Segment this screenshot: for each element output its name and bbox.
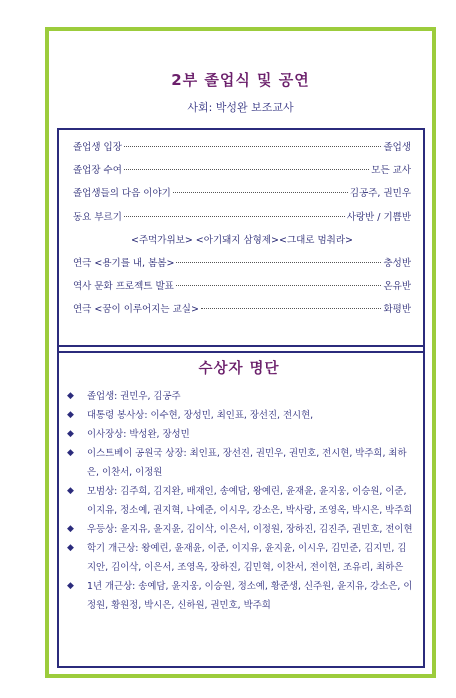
awards-title: 수상자 명단 — [198, 361, 280, 377]
program-row — [73, 210, 411, 233]
award-text: 대통령 봉사상: 이수현, 장성민, 최인표, 장선진, 전시현, — [87, 410, 314, 421]
diamond-bullet-icon: ◆ — [67, 543, 74, 553]
award-entry — [65, 406, 413, 425]
program-item: 졸업장 수여 — [73, 165, 122, 177]
program-performer: 김공주, 권민우 — [349, 188, 411, 200]
program-row — [73, 163, 411, 186]
program-item: 연극 <꿈이 이루어지는 교실> — [73, 304, 199, 316]
dot-leader — [173, 192, 348, 193]
award-entry — [65, 444, 413, 482]
program-row-songs — [73, 233, 411, 256]
diamond-bullet-icon: ◆ — [67, 410, 74, 420]
program-row — [73, 302, 411, 325]
diamond-bullet-icon: ◆ — [67, 391, 74, 401]
program-row — [73, 279, 411, 302]
dot-leader — [201, 308, 382, 309]
program-row — [73, 186, 411, 209]
diamond-bullet-icon: ◆ — [67, 524, 74, 534]
program-performer: 온유반 — [383, 281, 411, 293]
host-line: 사회: 박성완 보조교사 — [187, 101, 294, 114]
diamond-bullet-icon: ◆ — [67, 429, 74, 439]
program-item: 동요 부르기 — [73, 211, 122, 223]
award-text: 1년 개근상: 송예담, 윤지웅, 이승원, 정소예, 황준생, 신주원, 윤지유, 강소은, 이정원, 황원정, 박시은, 신하원, 권민호, 박주희 — [87, 581, 413, 611]
diamond-bullet-icon: ◆ — [67, 486, 74, 496]
program-row — [73, 140, 411, 163]
diamond-bullet-icon: ◆ — [67, 581, 74, 591]
dot-leader — [176, 262, 381, 263]
program-performer: 화평반 — [383, 304, 411, 316]
dot-leader — [124, 216, 345, 217]
program-performer: 졸업생 — [383, 142, 411, 153]
page-title: 2부 졸업식 및 공연 — [171, 71, 310, 89]
dot-leader — [124, 169, 369, 170]
award-entry — [65, 539, 413, 577]
award-entry — [65, 425, 413, 444]
page-frame — [45, 27, 436, 678]
program-performer: 충성반 — [383, 257, 411, 269]
program-performer: 사랑반 / 기쁨반 — [346, 211, 411, 223]
dot-leader — [124, 146, 382, 147]
program-item: 연극 <용기를 내, 봄봄> — [73, 257, 175, 269]
award-entry — [65, 520, 413, 539]
award-text: 이스트베이 공원국 상장: 최인표, 장선진, 권민우, 권민호, 전시현, 박주희, 최하은, 이찬서, 이정원 — [87, 448, 407, 478]
program-item: 역사 문화 프로젝트 발표 — [73, 281, 174, 293]
awards-box — [57, 345, 425, 668]
award-entry — [65, 387, 413, 406]
award-entry — [65, 482, 413, 520]
award-text: 우등상: 윤지유, 윤지윤, 김이삭, 이은서, 이정원, 장하진, 김진주, 권민호, 전이현 — [87, 524, 413, 535]
award-entry — [65, 577, 413, 615]
dot-leader — [176, 285, 382, 286]
award-text: 이사장상: 박성완, 장성민 — [87, 429, 190, 440]
program-box — [57, 128, 425, 353]
award-text: 모범상: 김주희, 김지완, 배재인, 송예담, 왕예린, 윤재윤, 윤지웅, 이승원, 이준, 이지유, 정소예, 권지혁, 나예준, 이시우, 강소은, 박사랑, 조영옥, 박시은, 박주희 — [87, 486, 413, 516]
program-item: 졸업생들의 다음 이야기 — [73, 188, 171, 200]
award-text: 졸업생: 권민우, 김공주 — [87, 391, 181, 402]
program-row — [73, 256, 411, 279]
song-list: <주먹가위보> <아기돼지 삼형제><그대로 멈춰라> — [130, 234, 353, 246]
diamond-bullet-icon: ◆ — [67, 448, 74, 458]
program-item: 졸업생 입장 — [73, 142, 122, 153]
program-performer: 모든 교사 — [371, 165, 411, 177]
award-text: 학기 개근상: 왕예린, 윤재윤, 이준, 이지유, 윤지윤, 이시우, 김민준, 김지민, 김지안, 김이삭, 이은서, 조영옥, 장하진, 김민혁, 이찬서, 전이현, 조유리, 최하은 — [87, 543, 407, 573]
